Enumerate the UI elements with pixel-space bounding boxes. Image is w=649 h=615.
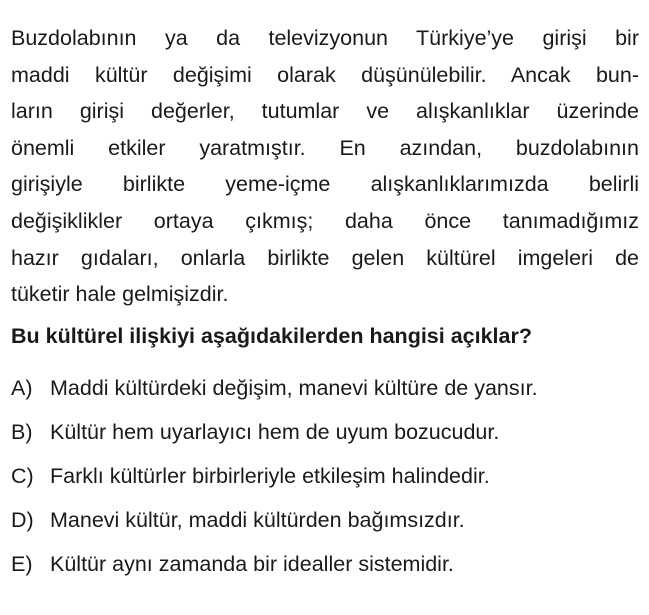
question-stem: Bu kültürel ilişkiyi aşağıdakilerden hangisi açıklar? <box>11 323 532 348</box>
question-block <box>11 20 639 586</box>
option-letter: C) <box>11 463 34 488</box>
option-e[interactable] <box>11 542 639 586</box>
option-letter: D) <box>11 507 34 532</box>
option-d[interactable] <box>11 498 639 542</box>
passage <box>11 20 639 313</box>
passage-line: tüketir hale gelmişizdir. <box>11 282 229 307</box>
passage-line: hazır gıdaları, onlarla birlikte gelen kültürel imgeleri de <box>11 245 639 270</box>
passage-line: değişiklikler ortaya çıkmış; daha önce tanımadığımız <box>11 208 639 233</box>
passage-line: girişiyle birlikte yeme-içme alışkanlıklarımızda belirli <box>11 172 639 197</box>
passage-line: önemli etkiler yaratmıştır. En azından, buzdolabının <box>11 135 639 160</box>
option-a[interactable] <box>11 366 639 410</box>
option-text: Farklı kültürler birbirleriyle etkileşim halindedir. <box>50 463 490 488</box>
option-letter: E) <box>11 551 33 576</box>
option-text: Kültür hem uyarlayıcı hem de uyum bozucudur. <box>50 419 500 444</box>
option-letter: B) <box>11 419 33 444</box>
passage-line: Buzdolabının ya da televizyonun Türkiye’ye girişi bir <box>11 26 639 50</box>
answer-options <box>11 366 639 586</box>
passage-line: ların girişi değerler, tutumlar ve alışkanlıklar üzerinde <box>11 99 639 124</box>
option-text: Manevi kültür, maddi kültürden bağımsızdır. <box>50 507 465 532</box>
passage-line: maddi kültür değişimi olarak düşünülebilir. Ancak bun- <box>11 62 639 87</box>
option-c[interactable] <box>11 454 639 498</box>
option-letter: A) <box>11 375 33 400</box>
option-text: Maddi kültürdeki değişim, manevi kültüre de yansır. <box>50 375 538 400</box>
option-text: Kültür aynı zamanda bir idealler sistemidir. <box>50 551 454 576</box>
option-b[interactable] <box>11 410 639 454</box>
